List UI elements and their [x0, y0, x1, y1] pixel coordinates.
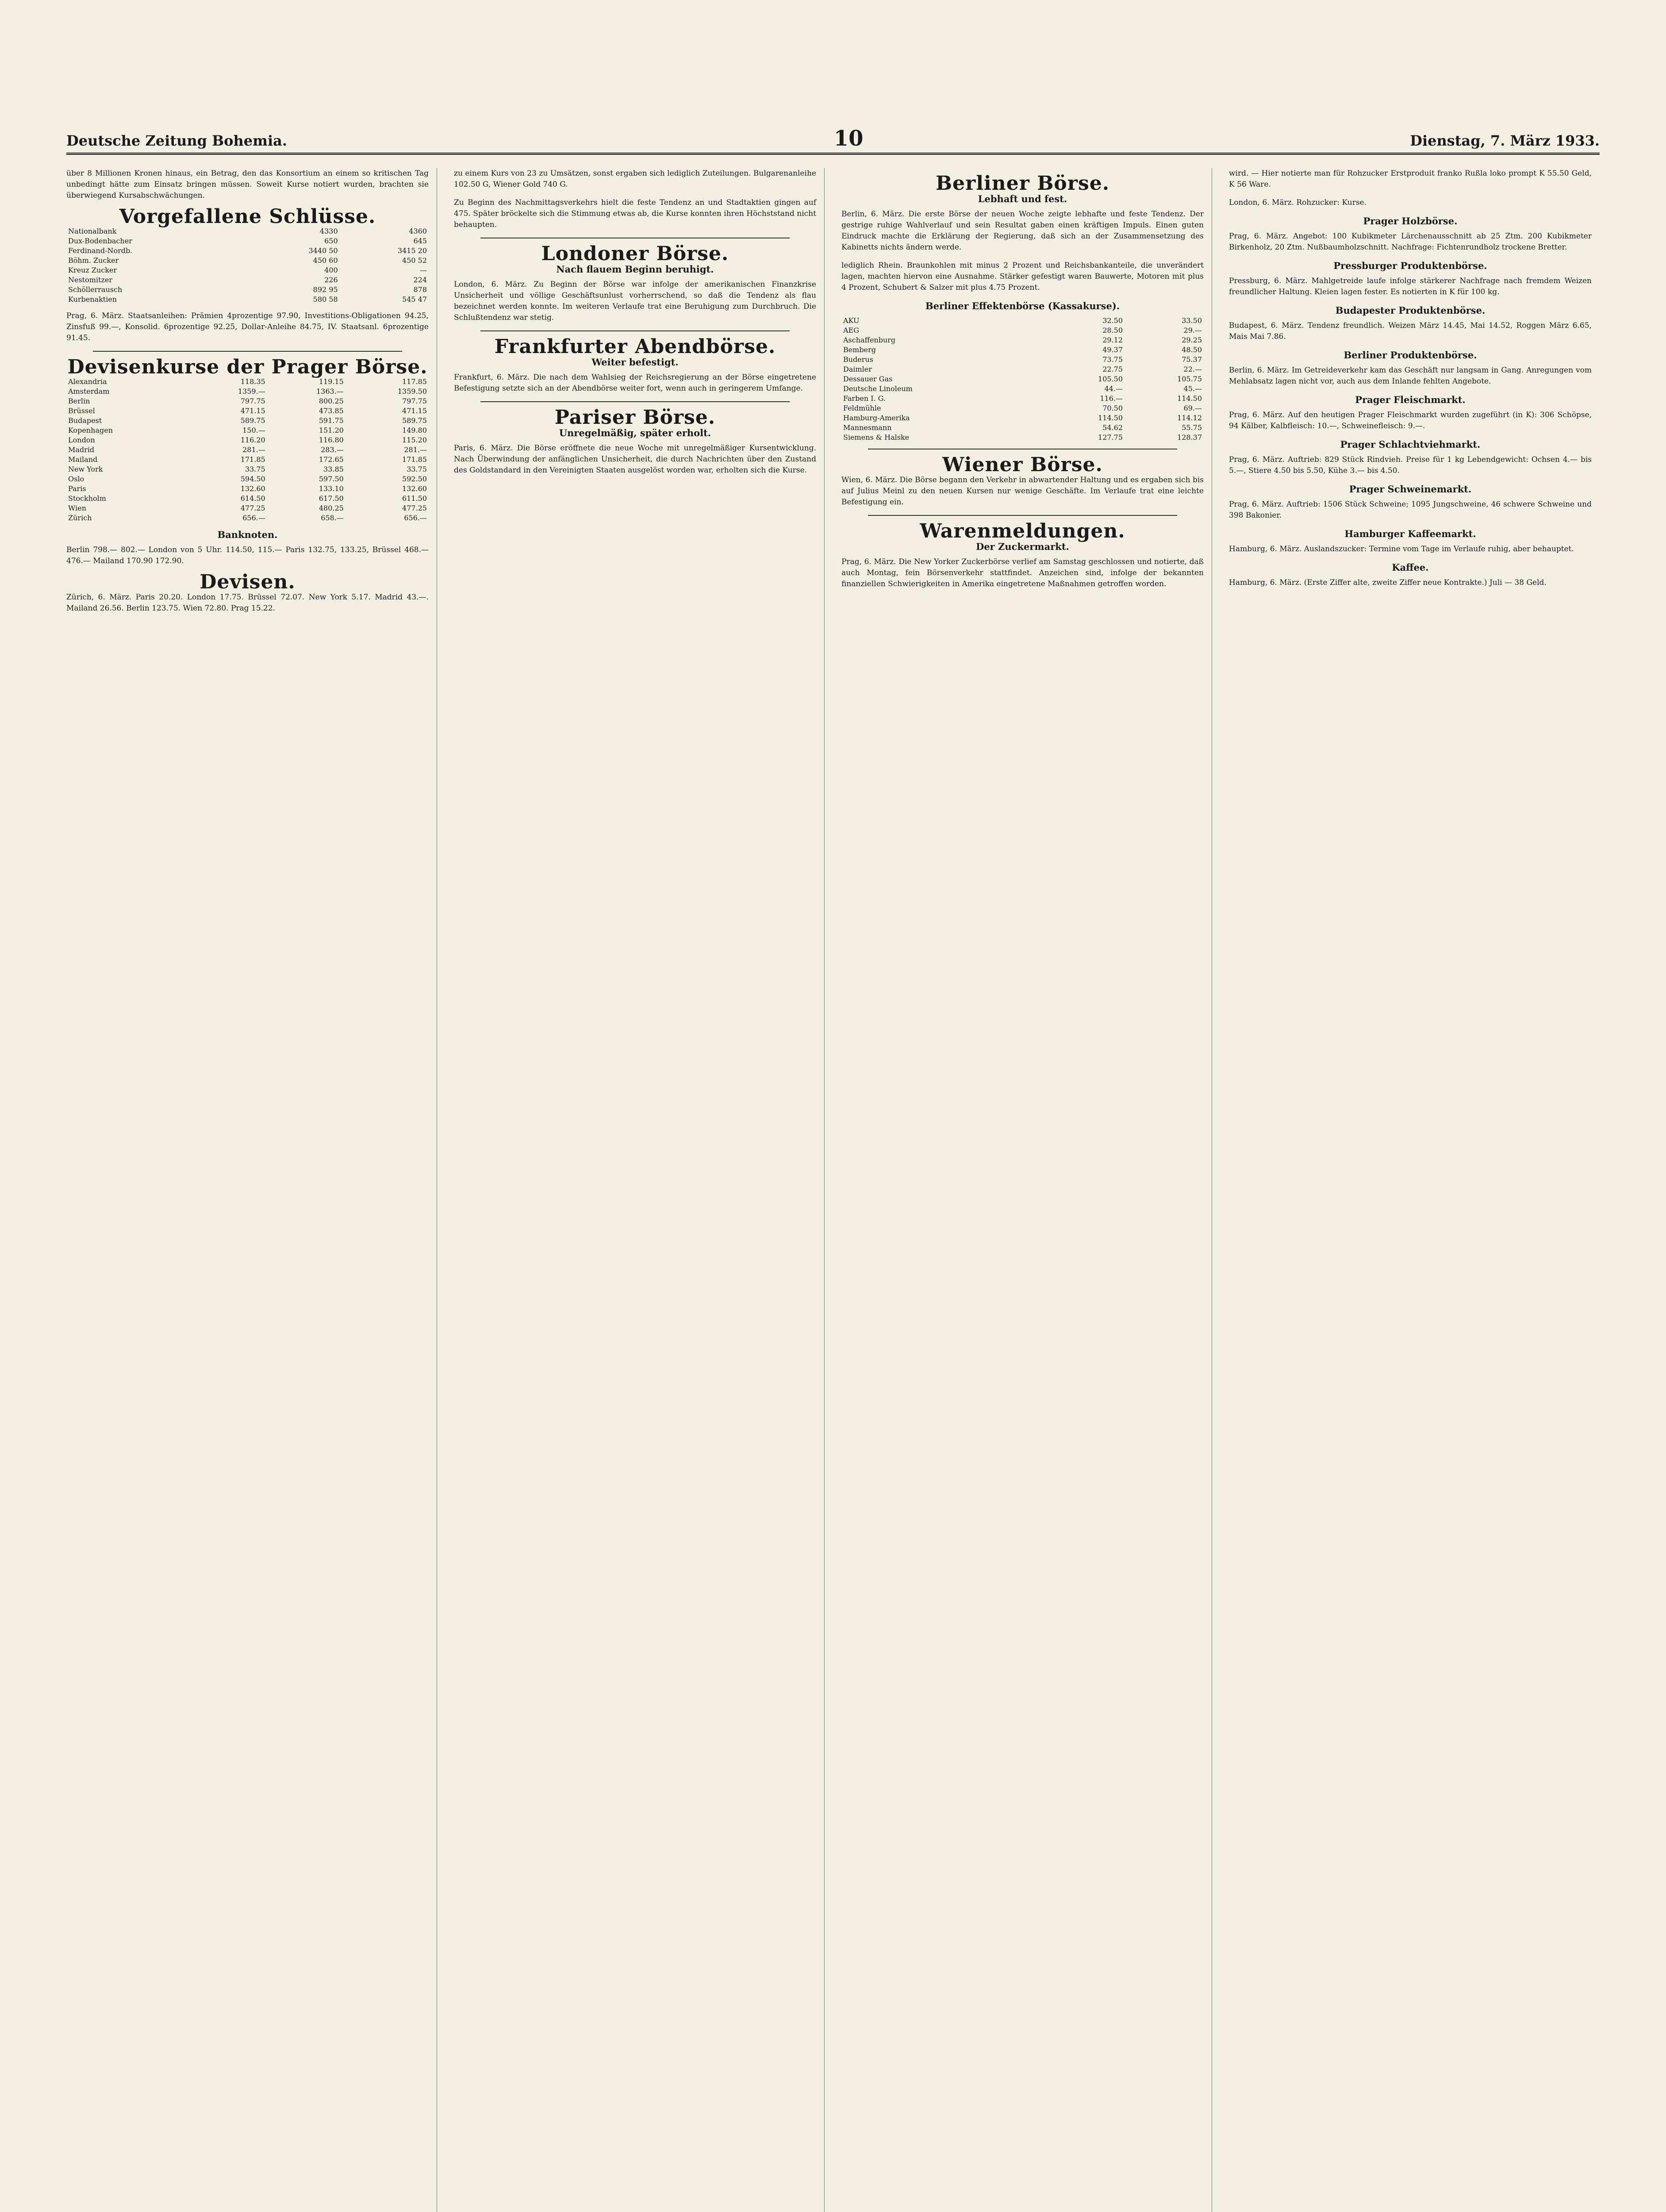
- divider: [868, 515, 1177, 516]
- row-value: 171.85: [240, 455, 265, 464]
- row-label: Berlin: [68, 397, 90, 405]
- table-row: [66, 295, 429, 304]
- row-label: Oslo: [68, 475, 84, 483]
- table-row: [66, 275, 429, 285]
- berlin-produkten-paragraph: Berlin, 6. März. Im Getreideverkehr kam das Geschäft nur langsam in Gang. Anregungen vom Mehlabsatz lagen nicht vor, auch aus dem Inlande fehlten Angebote.: [1229, 366, 1592, 386]
- berliner-paragraph: Berlin, 6. März. Die erste Börse der neuen Woche zeigte lebhafte und feste Tendenz. Der gestrige ruhige Wahlverlauf und sein Resultat gaben einen kräftigen Impuls. Einen guten Eindruck machte die Erklärung der Regierung, daß sich an der Zusammensetzung des Kabinetts nichts ändern werde.: [841, 210, 1204, 252]
- effekten-heading: Berliner Effektenbörse (Kassakurse).: [925, 300, 1120, 311]
- row-label: Nestomitzer: [68, 276, 113, 284]
- col2-opening: zu einem Kurs von 23 zu Umsätzen, sonst ergaben sich lediglich Zuteilungen. Bulgarenanleihe 102.50 G, Wiener Gold 740 G.: [454, 169, 816, 189]
- table-row: [66, 465, 429, 474]
- row-label: Schöllerrausch: [68, 285, 123, 294]
- row-label: Buderus: [843, 355, 873, 364]
- frankfurt-subheading: Weiter befestigt.: [591, 357, 679, 368]
- table-row: [66, 246, 429, 256]
- row-value: 116.20: [240, 436, 265, 444]
- row-value: 55.75: [1182, 423, 1202, 432]
- kaffee-heading: Kaffee.: [1392, 562, 1429, 573]
- row-label: Budapest: [68, 416, 102, 425]
- row-value: 73.75: [1102, 355, 1123, 364]
- row-value: 4360: [409, 227, 427, 235]
- london-subheading: Nach flauem Beginn beruhigt.: [556, 264, 714, 275]
- pariser-paragraph: Paris, 6. März. Die Börse eröffnete die neue Woche mit unregelmäßiger Kursentwicklung. Nach Überwindung der anfänglichen Unsicherheit, die durch Nachrichten über den Zustand des Goldstandard in den Vereinigten Staaten ausgelöst worden war, erholten sich die Kurse.: [454, 444, 816, 475]
- row-value: 597.50: [319, 475, 344, 483]
- pariser-subheading: Unregelmäßig, später erholt.: [559, 427, 711, 438]
- wiener-paragraph: Wien, 6. März. Die Börse begann den Verkehr in abwartender Haltung und es ergaben sich bis auf Julius Meinl zu den neuen Kursen nur wenige Geschäfte. Im Verlaufe trat eine leichte Befestigung ein.: [841, 476, 1204, 507]
- row-value: 1359.50: [397, 387, 427, 396]
- row-label: AKU: [843, 316, 860, 325]
- row-value: 480.25: [319, 504, 344, 512]
- table-row: [841, 316, 1204, 326]
- berliner-subheading: Lebhaft und fest.: [978, 193, 1067, 204]
- table-row: [66, 435, 429, 445]
- fleisch-paragraph: Prag, 6. März. Auf den heutigen Prager Fleischmarkt wurden zugeführt (in K): 306 Schöpse, 94 Kälber, Kalbfleisch: 10.—, Schweinefleisch: 9.—.: [1229, 411, 1592, 430]
- row-value: 281.—: [404, 445, 427, 454]
- london-heading: Londoner Börse.: [541, 242, 729, 265]
- produkten-heading: Pressburger Produktenbörse.: [1333, 260, 1487, 271]
- zucker-heading: Der Zuckermarkt.: [976, 541, 1069, 552]
- masthead: [66, 126, 1600, 155]
- row-label: Kopenhagen: [68, 426, 113, 434]
- table-row: [66, 513, 429, 523]
- frankfurt-heading: Frankfurter Abendbörse.: [494, 335, 776, 358]
- row-value: 127.75: [1098, 433, 1123, 442]
- row-value: 450 60: [313, 256, 338, 265]
- row-label: Zürich: [68, 514, 92, 522]
- row-value: 149.80: [402, 426, 427, 434]
- berlin-produkten-heading: Berliner Produktenbörse.: [1344, 349, 1477, 361]
- row-value: 116.80: [319, 436, 344, 444]
- row-value: 800.25: [319, 397, 344, 405]
- divider: [480, 401, 790, 402]
- column-2: [454, 168, 825, 2212]
- table-row: [66, 377, 429, 387]
- row-value: 33.75: [245, 465, 265, 473]
- table-row: [841, 355, 1204, 365]
- row-value: 114.50: [1177, 394, 1202, 403]
- column-3: [841, 168, 1212, 2212]
- devisen2-paragraph: Zürich, 6. März. Paris 20.20. London 17.75. Brüssel 72.07. New York 5.17. Madrid 43.—. Mailand 26.56. Berlin 123.75. Wien 72.80. Prag 15.22.: [66, 593, 429, 613]
- banknoten-paragraph: Berlin 798.— 802.— London von 5 Uhr. 114.50, 115.— Paris 132.75, 133.25, Brüssel 468.— 476.— Mailand 170.90 172.90.: [66, 545, 429, 565]
- table-row: [841, 335, 1204, 345]
- devisen-table: [66, 377, 429, 523]
- table-row: [66, 285, 429, 295]
- row-value: 892 95: [313, 285, 338, 294]
- table-row: [66, 416, 429, 426]
- row-value: 118.35: [240, 377, 265, 386]
- row-value: 69.—: [1183, 404, 1202, 412]
- row-value: 614.50: [240, 494, 265, 503]
- table-row: [841, 384, 1204, 394]
- schwein-heading: Prager Schweinemarkt.: [1349, 484, 1472, 495]
- table-row: [66, 484, 429, 494]
- row-value: 133.10: [319, 484, 344, 493]
- row-value: 611.50: [402, 494, 427, 503]
- row-label: Deutsche Linoleum: [843, 384, 913, 393]
- banknoten-heading: Banknoten.: [217, 529, 278, 540]
- row-value: 471.15: [240, 407, 265, 415]
- devisen2-heading: Devisen.: [200, 571, 296, 593]
- berliner-heading: Berliner Börse.: [935, 172, 1110, 195]
- row-value: 114.50: [1098, 414, 1123, 422]
- table-row: [841, 374, 1204, 384]
- london-zucker-paragraph: London, 6. März. Rohzucker: Kurse.: [1229, 198, 1367, 207]
- row-value: 878: [413, 285, 427, 294]
- london-paragraph: London, 6. März. Zu Beginn der Börse war infolge der amerikanischen Finanzkrise Unsicherheit und völlige Geschäftsunlust vorherrschend, so daß die Tendenz als flau bezeichnet werden konnte. Im weiteren Verlaufe trat eine Beruhigung zum Durchbruch. Die Schlußtendenz war stetig.: [454, 280, 816, 322]
- table-row: [841, 413, 1204, 423]
- schwein-paragraph: Prag, 6. März. Auftrieb: 1506 Stück Schweine; 1095 Jungschweine, 46 schwere Schweine und 398 Bakonier.: [1229, 500, 1592, 520]
- table-row: [66, 227, 429, 236]
- row-value: 28.50: [1102, 326, 1123, 334]
- table-row: [841, 433, 1204, 442]
- row-value: 49.37: [1102, 346, 1123, 354]
- row-value: 29.12: [1102, 336, 1123, 344]
- row-label: Aschaffenburg: [843, 336, 896, 344]
- row-label: Siemens & Halske: [843, 433, 910, 442]
- row-value: 172.65: [319, 455, 344, 464]
- row-value: 54.62: [1102, 423, 1123, 432]
- row-value: 281.—: [242, 445, 265, 454]
- zucker-paragraph: Prag, 6. März. Die New Yorker Zuckerbörse verlief am Samstag geschlossen und notierte, daß auch Montag, fein Börsenverkehr stattfindet. Anzeichen sind, infolge der bekannten finanziellen Schwierigkeiten in Amerika eingetretene Maßnahmen getroffen worden.: [841, 557, 1204, 588]
- row-value: 645: [413, 237, 427, 245]
- budapest-paragraph: Budapest, 6. März. Tendenz freundlich. Weizen März 14.45, Mai 14.52, Roggen März 6.65, Mais Mai 7.86.: [1229, 321, 1592, 341]
- col4-opening: wird. — Hier notierte man für Rohzucker Erstproduit franko Rußla loko prompt K 55.50 Geld, K 56 Ware.: [1229, 169, 1592, 189]
- row-value: 400: [324, 266, 338, 274]
- row-value: 117.85: [402, 377, 427, 386]
- issue-date: Dienstag, 7. März 1933.: [1410, 132, 1600, 149]
- vorgefallene-heading: Vorgefallene Schlüsse.: [119, 205, 376, 228]
- row-label: Kreuz Zucker: [68, 266, 117, 274]
- frankfurt-paragraph: Frankfurt, 6. März. Die nach dem Wahlsieg der Reichsregierung an der Börse eingetretene Befestigung setzte sich an der Abendbörse weiter fort, wenn auch in geringerem Umfange.: [454, 373, 816, 393]
- row-value: 589.75: [240, 416, 265, 425]
- row-value: 105.75: [1177, 375, 1202, 383]
- table-row: [841, 423, 1204, 433]
- table-row: [66, 494, 429, 503]
- row-value: 75.37: [1182, 355, 1202, 364]
- page-number: 10: [833, 126, 864, 151]
- wiener-heading: Wiener Börse.: [942, 453, 1103, 476]
- produkten-paragraph: Pressburg, 6. März. Mahlgetreide laufe infolge stärkerer Nachfrage nach fremdem Weizen freundlicher Haltung. Kleien lagen fester. Es notierten in K für 100 kg.: [1229, 276, 1592, 296]
- row-value: 132.60: [402, 484, 427, 493]
- vorgefallene-table: [66, 227, 429, 304]
- pariser-heading: Pariser Börse.: [554, 406, 716, 429]
- table-row: [66, 406, 429, 416]
- row-value: 150.—: [242, 426, 265, 434]
- row-value: 29.—: [1183, 326, 1202, 334]
- table-row: [841, 403, 1204, 413]
- row-value: 114.12: [1177, 414, 1202, 422]
- table-row: [66, 396, 429, 406]
- divider: [93, 351, 402, 352]
- row-value: 580 58: [313, 295, 338, 303]
- col2-continuation: Zu Beginn des Nachmittagsverkehrs hielt die feste Tendenz an und Stadtaktien gingen auf 475. Später bröckelte sich die Stimmung etwas ab, die Kurse konnten ihren Höchststand nicht behaupten.: [454, 198, 816, 229]
- row-value: 48.50: [1182, 346, 1202, 354]
- row-value: 132.60: [240, 484, 265, 493]
- row-value: 797.75: [240, 397, 265, 405]
- row-value: 3415 20: [397, 246, 427, 255]
- row-value: 44.—: [1104, 384, 1123, 393]
- row-value: 1363.—: [316, 387, 344, 396]
- row-value: 477.25: [240, 504, 265, 512]
- row-value: 105.50: [1098, 375, 1123, 383]
- row-value: 4330: [319, 227, 338, 235]
- row-value: 477.25: [402, 504, 427, 512]
- table-row: [66, 236, 429, 246]
- row-value: 589.75: [402, 416, 427, 425]
- row-value: 656.—: [404, 514, 427, 522]
- row-value: 224: [413, 276, 427, 284]
- row-value: 3440 50: [308, 246, 338, 255]
- waren-heading: Warenmeldungen.: [920, 520, 1125, 542]
- schlacht-paragraph: Prag, 6. März. Auftrieb: 829 Stück Rindvieh. Preise für 1 kg Lebendgewicht: Ochsen 4.— bis 5.—, Stiere 4.50 bis 5.50, Kühe 3.— bis 4.50.: [1229, 455, 1592, 475]
- table-row: [66, 474, 429, 484]
- staatsanleihen-paragraph: Prag, 6. März. Staatsanleihen: Prämien 4prozentige 97.90, Investitions-Obligationen 94.25, Zinsfuß 99.—, Konsolid. 6prozentige 92.25, Dollar-Anleihe 84.75, IV. Staatsanl. 6prozentige 91.45.: [66, 311, 429, 342]
- row-label: Daimler: [843, 365, 872, 373]
- row-value: 45.—: [1183, 384, 1202, 393]
- row-value: 22.75: [1102, 365, 1123, 373]
- table-row: [66, 387, 429, 396]
- row-value: 32.50: [1102, 316, 1123, 325]
- row-value: 70.50: [1102, 404, 1123, 412]
- row-label: Böhm. Zucker: [68, 256, 119, 265]
- row-label: London: [68, 436, 95, 444]
- row-value: 283.—: [321, 445, 344, 454]
- row-value: 591.75: [319, 416, 344, 425]
- row-value: 592.50: [402, 475, 427, 483]
- row-value: —: [420, 266, 427, 274]
- row-value: 151.20: [319, 426, 344, 434]
- devisen-heading: Devisenkurse der Prager Börse.: [67, 356, 428, 378]
- row-value: 473.85: [319, 407, 344, 415]
- column-4: [1229, 168, 1600, 2212]
- table-row: [66, 445, 429, 455]
- row-label: Brüssel: [68, 407, 95, 415]
- table-row: [66, 455, 429, 465]
- row-value: 594.50: [240, 475, 265, 483]
- row-label: Madrid: [68, 445, 95, 454]
- holz-paragraph: Prag, 6. März. Angebot: 100 Kubikmeter Lärchenausschnitt ab 25 Ztm. 200 Kubikmeter Birkenholz, 20 Ztm. Nußbaumholzschnitt. Nachfrage: Fichtenrundholz trockene Bretter.: [1229, 232, 1592, 252]
- row-label: Ferdinand-Nordb.: [68, 246, 133, 255]
- row-label: Dessauer Gas: [843, 375, 893, 383]
- row-value: 22.—: [1183, 365, 1202, 373]
- row-label: Paris: [68, 484, 86, 493]
- row-value: 617.50: [319, 494, 344, 503]
- hamburg-paragraph: Hamburg, 6. März. Auslandszucker: Termine vom Tage im Verlaufe ruhig, aber behauptet.: [1229, 545, 1574, 553]
- table-row: [841, 394, 1204, 403]
- row-label: Alexandria: [68, 377, 107, 386]
- schlacht-heading: Prager Schlachtviehmarkt.: [1340, 439, 1481, 450]
- table-row: [66, 503, 429, 513]
- row-value: 33.85: [323, 465, 344, 473]
- row-label: Nationalbank: [68, 227, 117, 235]
- effekten-table: [841, 316, 1204, 442]
- column-1: [66, 168, 437, 2212]
- row-value: 1359.—: [238, 387, 265, 396]
- row-label: Stockholm: [68, 494, 106, 503]
- row-value: 33.75: [407, 465, 427, 473]
- table-row: [66, 265, 429, 275]
- holz-heading: Prager Holzbörse.: [1363, 215, 1458, 227]
- row-label: Wien: [68, 504, 87, 512]
- row-value: 797.75: [402, 397, 427, 405]
- table-row: [66, 426, 429, 435]
- row-value: 650: [324, 237, 338, 245]
- row-label: Kurbenaktien: [68, 295, 117, 303]
- row-label: New York: [68, 465, 103, 473]
- row-label: Feldmühle: [843, 404, 881, 412]
- intro-paragraph: über 8 Millionen Kronen hinaus, ein Betrag, den das Konsortium an einem so kritischen Tag unbedingt hätte zum Einsatz bringen müssen. Soweit Kurse notiert wurden, brachten sie überwiegend Kursabschwächungen.: [66, 169, 429, 200]
- row-value: 119.15: [319, 377, 344, 386]
- row-label: Dux-Bodenbacher: [68, 237, 132, 245]
- row-value: 658.—: [321, 514, 344, 522]
- row-value: 226: [324, 276, 338, 284]
- table-row: [66, 256, 429, 265]
- fleisch-heading: Prager Fleischmarkt.: [1355, 394, 1466, 405]
- row-label: Farben I. G.: [843, 394, 886, 403]
- hamburg-heading: Hamburger Kaffeemarkt.: [1344, 528, 1476, 539]
- table-row: [841, 326, 1204, 335]
- row-value: 116.—: [1100, 394, 1123, 403]
- row-value: 115.20: [402, 436, 427, 444]
- row-label: Mailand: [68, 455, 98, 464]
- table-row: [841, 345, 1204, 355]
- row-value: 33.50: [1182, 316, 1202, 325]
- row-label: Hamburg-Amerika: [843, 414, 910, 422]
- row-value: 471.15: [402, 407, 427, 415]
- row-value: 545 47: [402, 295, 427, 303]
- kaffee-paragraph: Hamburg, 6. März. (Erste Ziffer alte, zweite Ziffer neue Kontrakte.) Juli — 38 Geld.: [1229, 578, 1547, 587]
- row-label: AEG: [843, 326, 860, 334]
- row-label: Mannesmann: [843, 423, 892, 432]
- row-value: 171.85: [402, 455, 427, 464]
- row-value: 29.25: [1182, 336, 1202, 344]
- budapest-heading: Budapester Produktenbörse.: [1335, 305, 1486, 316]
- row-value: 128.37: [1177, 433, 1202, 442]
- row-value: 656.—: [242, 514, 265, 522]
- row-label: Amsterdam: [68, 387, 110, 396]
- article-columns: [66, 168, 1600, 2212]
- row-label: Bemberg: [843, 346, 876, 354]
- table-row: [841, 365, 1204, 374]
- berliner-paragraph-2: lediglich Rhein. Braunkohlen mit minus 2 Prozent und Reichsbankanteile, die unverändert lagen, machten hiervon eine Ausnahme. Stärker gefestigt waren Bauwerte, Motoren mit plus 4 Prozent, Schubert & Salzer mit plus 4.75 Prozent.: [841, 261, 1204, 292]
- row-value: 450 52: [402, 256, 427, 265]
- divider: [480, 330, 790, 331]
- paper-title: Deutsche Zeitung Bohemia.: [66, 132, 288, 149]
